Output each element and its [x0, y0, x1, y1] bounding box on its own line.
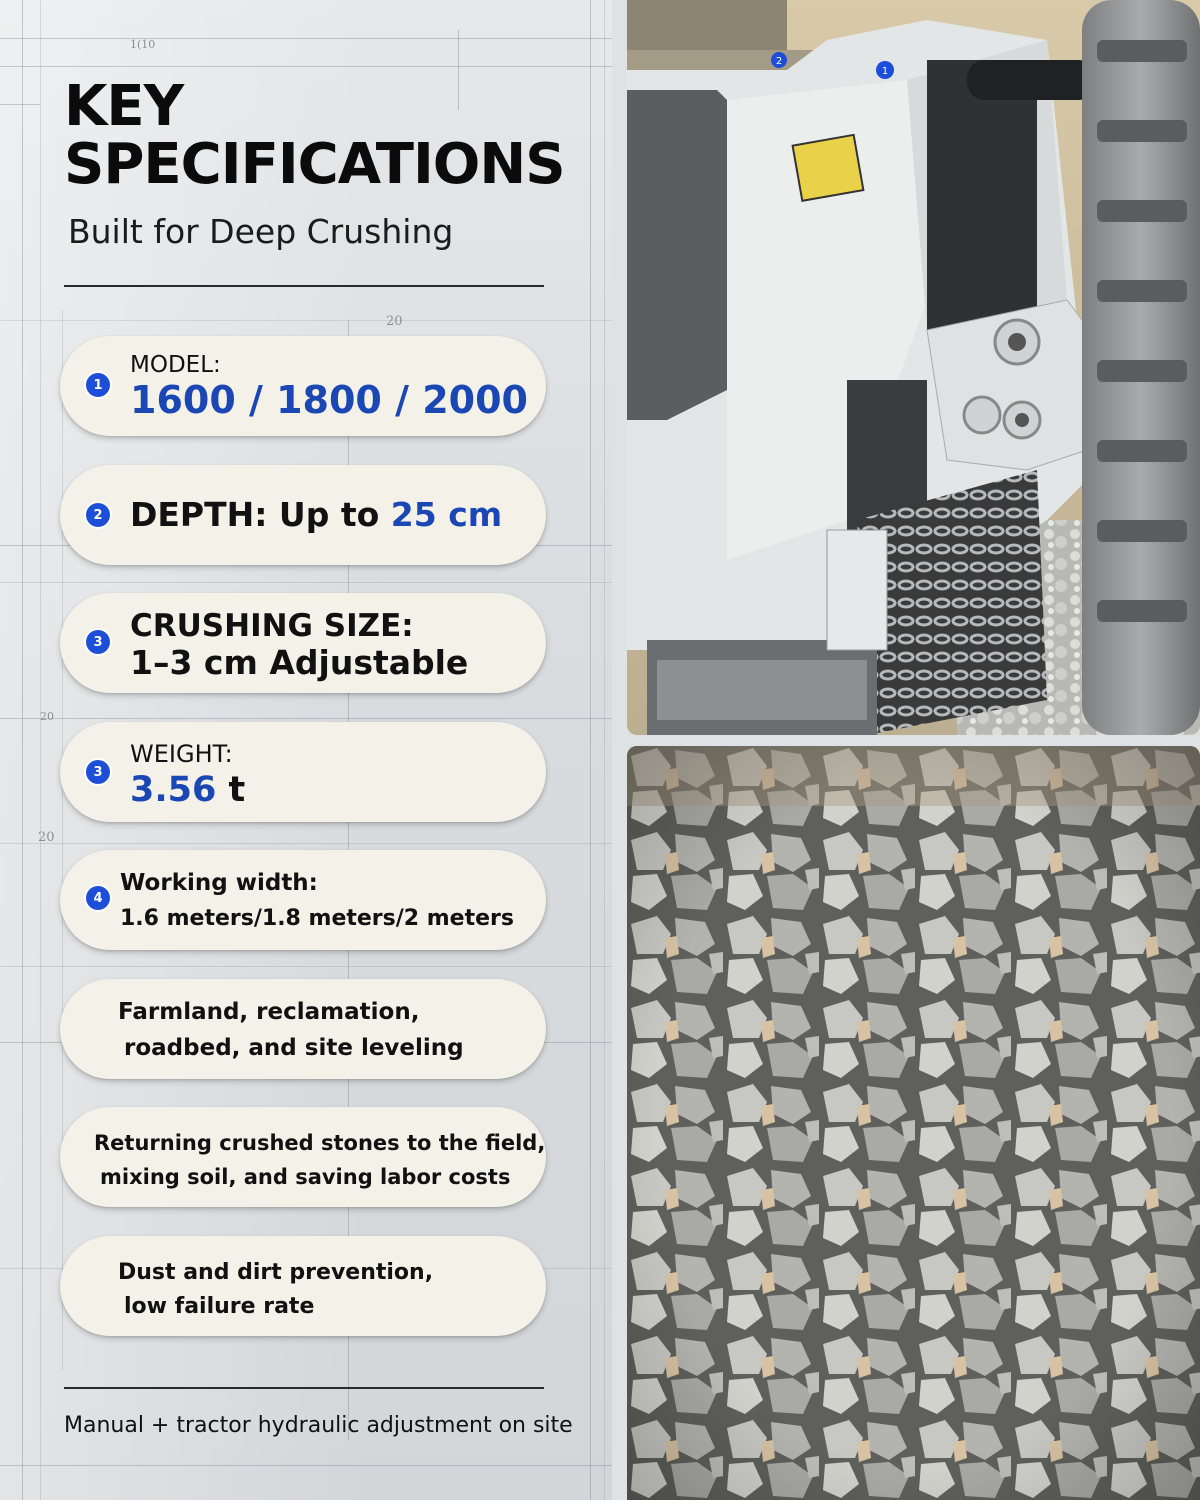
spec-card-depth: [60, 465, 546, 565]
spec-card-weight: [60, 722, 546, 822]
feature-line: Returning crushed stones to the field,: [94, 1131, 546, 1155]
feature-line: mixing soil, and saving labor costs: [100, 1165, 511, 1189]
grid-line: [0, 843, 612, 844]
grid-line: [0, 320, 612, 321]
spec-label: CRUSHING SIZE:: [130, 608, 414, 644]
feature-card-benefits: [60, 1107, 546, 1207]
machine-badge: 2: [775, 56, 783, 67]
feature-line: low failure rate: [124, 1294, 315, 1319]
grid-line: [0, 38, 612, 39]
grid-line: [590, 0, 591, 1500]
grid-line: [0, 1465, 612, 1466]
spec-label: MODEL:: [130, 352, 221, 378]
spec-label: Working width:: [120, 870, 318, 896]
grid-line: [0, 66, 612, 67]
number-badge: 4: [86, 886, 110, 910]
number-badge: 2: [86, 503, 110, 527]
feature-card-reliability: [60, 1236, 546, 1336]
title-line-1: KEY: [64, 74, 184, 139]
spec-value: 1.6 meters/1.8 meters/2 meters: [120, 906, 514, 931]
grid-line: [0, 966, 612, 967]
footer-note: Manual + tractor hydraulic adjustment on site: [64, 1413, 573, 1438]
title-line-2: SPECIFICATIONS: [64, 132, 565, 197]
spec-value: [130, 770, 245, 810]
grid-line: [0, 104, 40, 105]
grid-line: [604, 0, 605, 1500]
machine-photo: [627, 0, 1200, 735]
divider: [64, 285, 544, 287]
crusher-machine-illustration: [627, 0, 1200, 735]
feature-line: Dust and dirt prevention,: [118, 1260, 434, 1285]
spec-card-model: [60, 336, 546, 436]
feature-card-applications: [60, 979, 546, 1079]
grid-line: [0, 718, 612, 719]
diagram-mark: 20: [40, 710, 54, 723]
crushed-stone-texture: [627, 746, 1200, 1500]
weight-number: 3.56: [130, 770, 217, 810]
spec-value: 25 cm: [390, 495, 503, 534]
spec-value: 1600 / 1800 / 2000: [130, 378, 528, 422]
spec-label: DEPTH: Up to: [130, 495, 391, 534]
grid-line: [62, 310, 63, 1370]
diagram-mark: 20: [38, 830, 55, 845]
number-badge: 3: [86, 630, 110, 654]
grid-line: [22, 0, 23, 1500]
spec-value: 1–3 cm Adjustable: [130, 643, 469, 682]
feature-line: Farmland, reclamation,: [118, 999, 420, 1025]
number-badge: 1: [86, 373, 110, 397]
diagram-mark: 1(10: [130, 38, 156, 51]
divider: [64, 1387, 544, 1389]
page-subtitle: Built for Deep Crushing: [68, 212, 454, 251]
spec-label: WEIGHT:: [130, 740, 233, 768]
spec-line: [130, 495, 502, 534]
grid-line: [0, 582, 612, 583]
grid-line: [40, 0, 41, 1500]
spec-card-crushing-size: [60, 593, 546, 693]
crushed-stones-photo: [627, 746, 1200, 1500]
weight-unit: t: [216, 770, 246, 810]
machine-badge: 1: [881, 66, 889, 77]
diagram-mark: 20: [386, 314, 403, 329]
page-title: [64, 74, 565, 197]
feature-line: roadbed, and site leveling: [124, 1035, 464, 1061]
number-badge: 3: [86, 760, 110, 784]
spec-card-working-width: [60, 850, 546, 950]
